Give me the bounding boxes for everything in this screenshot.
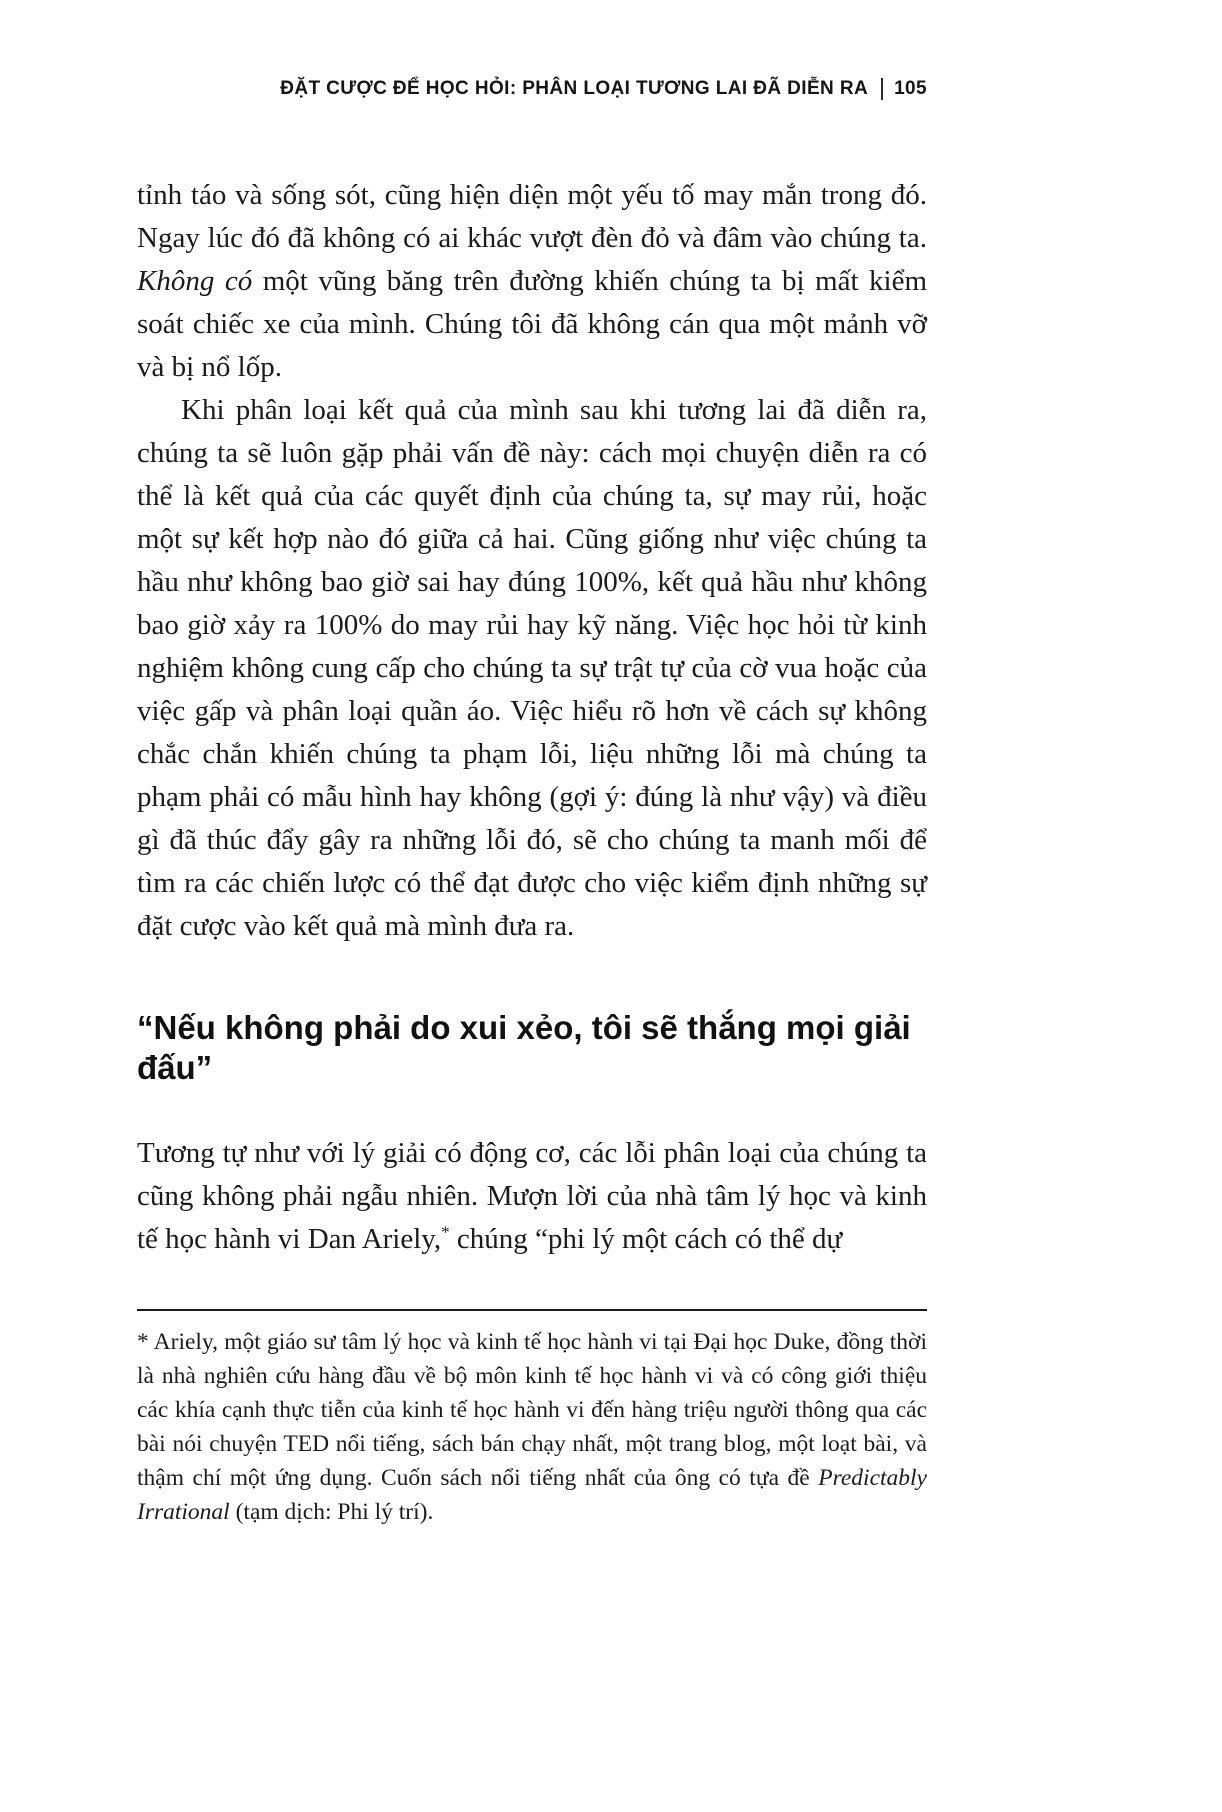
footnote-marker: *: [137, 1329, 149, 1355]
page-number: 105: [894, 78, 927, 99]
paragraph-2: Khi phân loại kết quả của mình sau khi tương lai đã diễn ra, chúng ta sẽ luôn gặp phải vấn đề này: cách mọi chuyện diễn ra có thể là kết quả của các quyết định của chúng ta, sự may rủi, hoặc một sự kết hợp nào đó giữa cả hai. Cũng giống như việc chúng ta hầu như không bao giờ sai hay đúng 100%, kết quả hầu như không bao giờ xảy ra 100% do may rủi hay kỹ năng. Việc học hỏi từ kinh nghiệm không cung cấp cho chúng ta sự trật tự của cờ vua hoặc của việc gấp và phân loại quần áo. Việc hiểu rõ hơn về cách sự không chắc chắn khiến chúng ta phạm lỗi, liệu những lỗi mà chúng ta phạm phải có mẫu hình hay không (gợi ý: đúng là như vậy) và điều gì đã thúc đẩy gây ra những lỗi đó, sẽ cho chúng ta manh mối để tìm ra các chiến lược có thể đạt được cho việc kiểm định những sự đặt cược vào kết quả mà mình đưa ra.: [137, 394, 927, 942]
running-header-title: ĐẶT CƯỢC ĐỂ HỌC HỎI: PHÂN LOẠI TƯƠNG LAI ĐÃ DIỄN RA: [280, 78, 869, 99]
paragraph-3-post: chúng “phi lý một cách có thể dự: [449, 1223, 843, 1255]
section-heading: “Nếu không phải do xui xẻo, tôi sẽ thắng mọi giải đấu”: [137, 1009, 911, 1086]
paragraph-3: [137, 1132, 927, 1261]
page-content: [137, 78, 927, 1529]
paragraph-1-italic: Không có: [137, 265, 253, 297]
header-divider: [881, 78, 883, 100]
footnote-block: [137, 1309, 927, 1529]
footnote-pre: Ariely, một giáo sư tâm lý học và kinh tế học hành vi tại Đại học Duke, đồng thời là nhà nghiên cứu hàng đầu về bộ môn kinh tế học hành vi và có công giới thiệu các khía cạnh thực tiễn của kinh tế học hành vi đến hàng triệu người thông qua các bài nói chuyện TED nổi tiếng, sách bán chạy nhất, một trang blog, một loạt bài, và thậm chí một ứng dụng. Cuốn sách nổi tiếng nhất của ông có tựa đề: [137, 1329, 927, 1491]
body-text: [137, 174, 927, 1261]
paragraph-1-post: một vũng băng trên đường khiến chúng ta bị mất kiểm soát chiếc xe của mình. Chúng tôi đã không cán qua một mảnh vỡ và bị nổ lốp.: [137, 265, 928, 383]
paragraph-1: [137, 174, 927, 389]
footnote-text: [137, 1325, 927, 1529]
footnote-reference-asterisk: *: [441, 1222, 450, 1242]
footnote-post: (tạm dịch: Phi lý trí).: [229, 1499, 434, 1525]
paragraph-1-pre: tỉnh táo và sống sót, cũng hiện diện một yếu tố may mắn trong đó. Ngay lúc đó đã không có ai khác vượt đèn đỏ và đâm vào chúng ta.: [137, 179, 927, 254]
running-header: [137, 78, 927, 100]
paragraph-3-pre: Tương tự như với lý giải có động cơ, các lỗi phân loại của chúng ta cũng không phải ngẫu nhiên. Mượn lời của nhà tâm lý học và kinh tế học hành vi Dan Ariely,: [137, 1137, 927, 1255]
footnote-book-title: Predictably Irrational: [137, 1465, 927, 1525]
